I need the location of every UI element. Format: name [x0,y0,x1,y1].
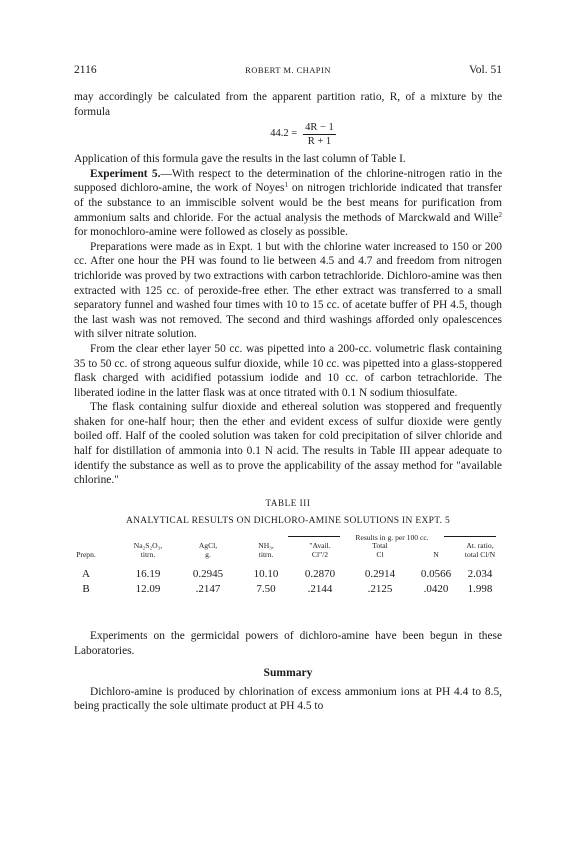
table-column-header: AgCl, g. [198,541,218,560]
experiment-5-text-a: —With respect to the determination of the chlorine-nitrogen ratio in the supposed dichloro-amine, the work of Noyes [74,167,502,195]
table-cell: .0420 [423,583,449,596]
page-number: 2116 [74,64,97,76]
summary-paragraph: Dichloro-amine is produced by chlorination of excess ammonium ions at PH 4.4 to 8.5, being practically the sole ultimate product at PH 4.5 to [74,685,502,713]
partition-formula [104,121,502,148]
intro-paragraph: may accordingly be calculated from the apparent partition ratio, R, of a mixture by the formula [74,91,502,118]
table-column-header: Total Cl [372,541,388,560]
table-cell: 0.2870 [304,568,336,581]
table-caption: ANALYTICAL RESULTS ON DICHLORO-AMINE SOLUTIONS IN EXPT. 5 [125,516,450,527]
table-cell: 16.19 [135,568,161,581]
table-cell: 12.09 [135,583,161,596]
table-cell: 10.10 [253,568,279,581]
table-column-header: Prepn. [76,550,96,560]
table-column-header: At. ratio, total Cl/N [464,541,496,560]
running-header [74,64,502,78]
paragraph-germicidal: Experiments on the germicidal powers of dichloro-amine have been begun in these Laboratories. [74,630,502,657]
table-cell: .2144 [307,583,333,596]
article-body [74,90,502,714]
table-cell: 1.998 [467,583,493,596]
results-table [74,531,502,623]
table-cell: 0.2945 [192,568,224,581]
experiment-5-heading: Experiment 5. [90,167,161,180]
table-column-header: NH₃, titrn. [258,541,274,560]
formula-denominator: R + 1 [307,136,332,148]
paragraph-application: Application of this formula gave the results in the last column of Table I. [74,153,406,166]
formula-numerator: 4R − 1 [305,122,334,134]
paragraph-sulfur-dioxide: The flask containing sulfur dioxide and ethereal solution was stoppered and frequently shaken for one-half hour; then the ether and evident excess of sulfur dioxide were gently boiled off. Half of the cooled solution was taken for cold precipitation of silver chloride and half for distillation of ammonia into 0.1 N acid. The results in Table III appear adequate to identify the substance as well as to prove the applicability of the assay method for "available chlorine." [74,401,502,487]
running-author: ROBERT M. CHAPIN [245,65,331,75]
footnote-ref-2: 2 [498,210,502,219]
formula-lhs: 44.2 = [270,128,298,140]
table-span-header: Results in g. per 100 cc. [288,531,496,546]
table-title: TABLE III [265,497,311,508]
table-cell: 7.50 [256,583,276,596]
table-column-header: "Avail. Cl"/2 [309,541,331,560]
table-column-header: N [433,550,439,560]
table-cell: .2147 [195,583,221,596]
table-cell: 0.0566 [420,568,452,581]
paragraph-preparations: Preparations were made as in Expt. 1 but with the chlorine water increased to 150 or 200 cc. After one hour the PH was found to lie between 4.5 and 4.7 and freedom from nitrogen trichloride was proved by two extractions with carbon tetrachloride. Dichloro-amine was then extracted with 125 cc. of peroxide-free ether. The ether extract was transferred to a small separatory funnel and washed four times with 10 to 15 cc. of acetate buffer of PH 4.5, though the last wash was not removed. The second and third washings afforded only opalescences with silver nitrate solution. [74,240,502,341]
formula-fraction [303,121,336,148]
paragraph-ether-layer: From the clear ether layer 50 cc. was pipetted into a 200-cc. volumetric flask containing 35 to 50 cc. of strong aqueous sulfur dioxide, while 10 cc. was pipetted into a glass-stoppered flask charged with acidified potassium iodide and 10 cc. of carbon tetrachloride. The liberated iodine in the latter flask was at once titrated with 0.1 N sodium thiosulfate. [74,342,502,399]
experiment-5-text-b: on nitrogen trichloride indicated that transfer of the substance to an immiscible solvent would be the best means for purification from ammonium salts and chloride. For the actual analysis the methods of Marckwald and Wille [74,182,502,224]
summary-heading: Summary [263,666,313,680]
table-row-label: B [82,583,90,596]
experiment-5-text-c: for monochloro-amine were followed as closely as possible. [74,226,348,239]
volume-label: Vol. 51 [468,64,502,76]
footnote-ref-1: 1 [284,181,288,190]
paragraph-experiment-5 [74,167,502,240]
table-column-header: Na₂S₂O₃, titrn. [133,541,163,560]
table-row-label: A [82,568,90,581]
table-cell: .2125 [367,583,393,596]
table-cell: 2.034 [467,568,493,581]
table-cell: 0.2914 [364,568,396,581]
